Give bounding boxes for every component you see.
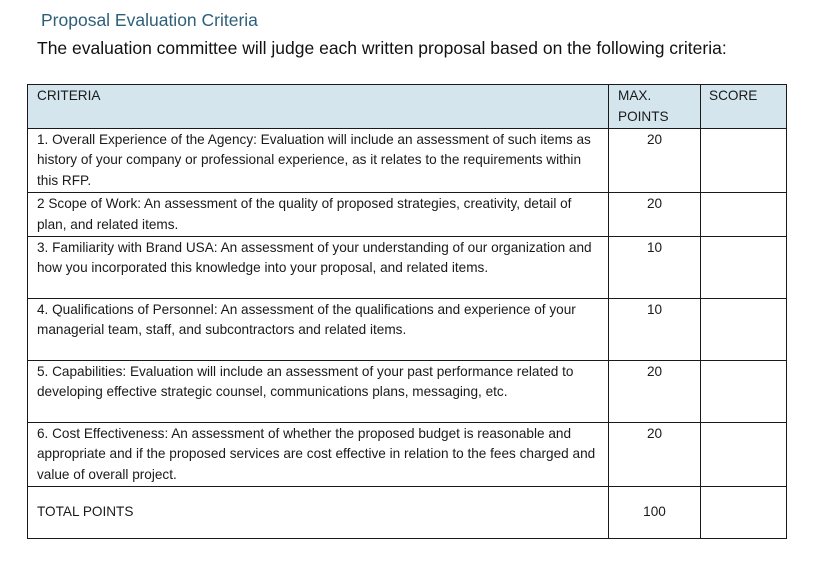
max-points-header-line2: POINTS: [618, 108, 669, 124]
table-row: [28, 422, 787, 486]
score-column-header: SCORE: [701, 85, 787, 129]
max-points-cell: 20: [609, 422, 701, 486]
table-row: [28, 298, 787, 360]
score-cell: [701, 192, 787, 236]
score-cell: [701, 298, 787, 360]
criteria-cell: 5. Capabilities: Evaluation will include an assessment of your past performance related to developing effective strategic counsel, communications plans, messaging, etc.: [28, 360, 609, 422]
table-row: [28, 192, 787, 236]
score-cell: [701, 236, 787, 298]
table-header-row: [28, 85, 787, 129]
criteria-cell: 2 Scope of Work: An assessment of the quality of proposed strategies, creativity, detail of plan, and related items.: [28, 192, 609, 236]
max-points-cell: 10: [609, 298, 701, 360]
criteria-cell: 1. Overall Experience of the Agency: Evaluation will include an assessment of such items as history of your company or professional experience, as it relates to the requirements within this RFP.: [28, 128, 609, 192]
total-score-cell: [701, 486, 787, 538]
max-points-cell: 20: [609, 128, 701, 192]
table-row: [28, 360, 787, 422]
score-cell: [701, 422, 787, 486]
table-row: [28, 236, 787, 298]
criteria-column-header: CRITERIA: [28, 85, 609, 129]
max-points-cell: 20: [609, 360, 701, 422]
score-cell: [701, 360, 787, 422]
table-row: [28, 128, 787, 192]
section-heading: Proposal Evaluation Criteria: [41, 10, 258, 30]
total-row: [28, 486, 787, 538]
criteria-cell: 3. Familiarity with Brand USA: An assessment of your understanding of our organization and how you incorporated this knowledge into your proposal, and related items.: [28, 236, 609, 298]
total-label-cell: TOTAL POINTS: [28, 486, 609, 538]
max-points-cell: 10: [609, 236, 701, 298]
max-points-cell: 20: [609, 192, 701, 236]
evaluation-criteria-table: [27, 84, 787, 539]
criteria-cell: 6. Cost Effectiveness: An assessment of whether the proposed budget is reasonable and appropriate and if the proposed services are cost effective in relation to the fees charged and value of overall project.: [28, 422, 609, 486]
max-points-column-header: [609, 85, 701, 129]
total-max-points-cell: 100: [609, 486, 701, 538]
criteria-cell: 4. Qualifications of Personnel: An assessment of the qualifications and experience of your managerial team, staff, and subcontractors and related items.: [28, 298, 609, 360]
score-cell: [701, 128, 787, 192]
max-points-header-line1: MAX.: [618, 88, 652, 103]
intro-paragraph: The evaluation committee will judge each written proposal based on the following criteria:: [37, 38, 727, 58]
